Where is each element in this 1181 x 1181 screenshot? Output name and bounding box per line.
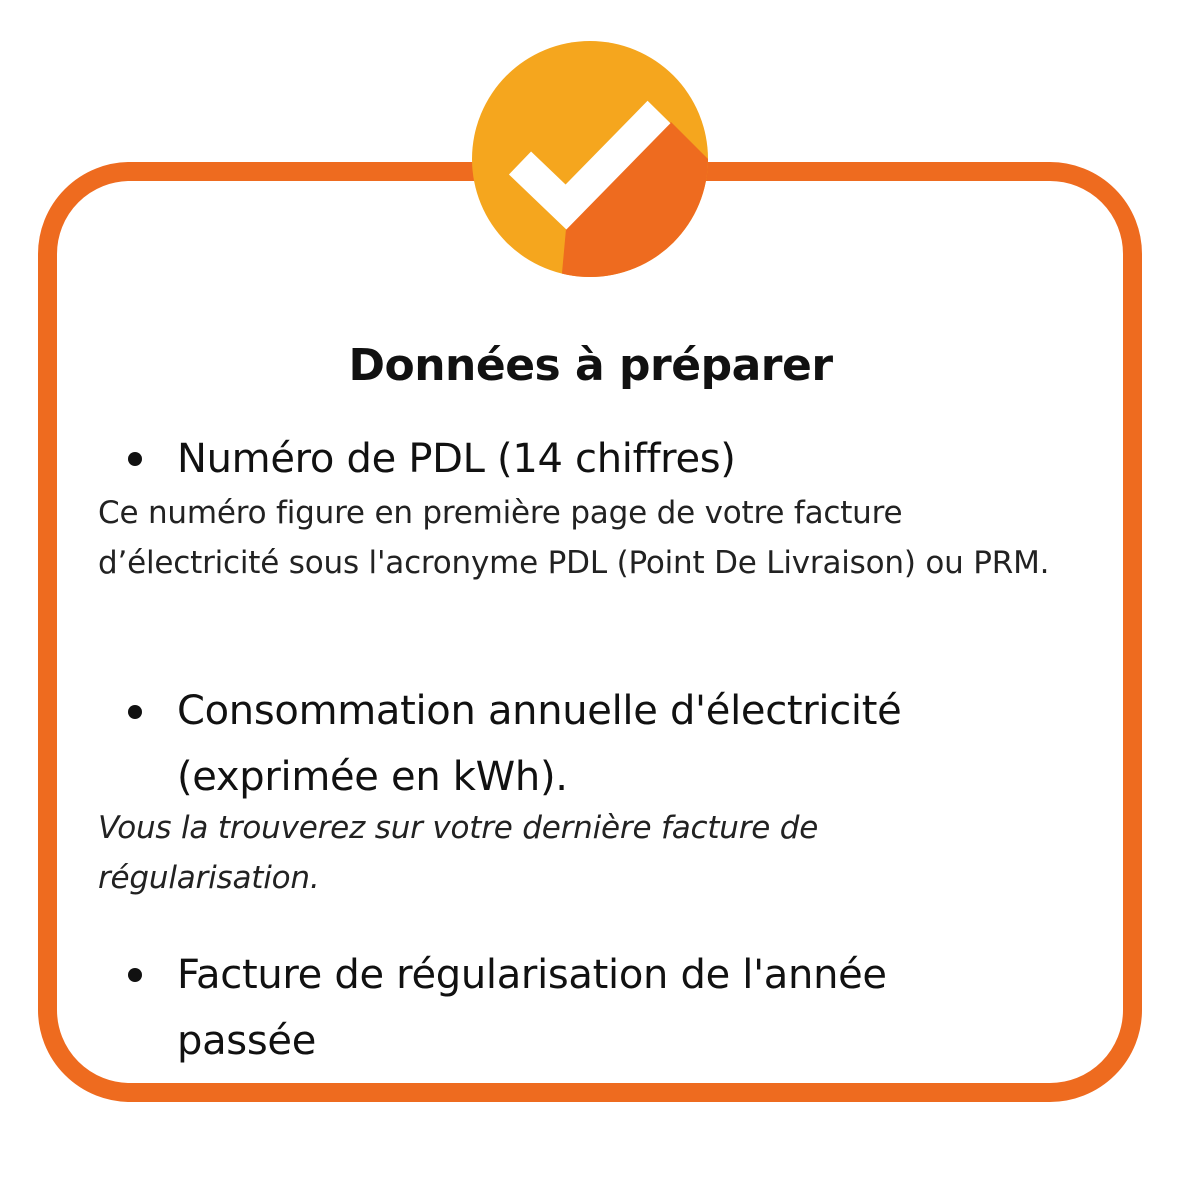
bullet-point (128, 968, 142, 982)
bullet-point (128, 452, 142, 466)
item-heading-line: passée (177, 1018, 317, 1064)
item-heading (177, 678, 1077, 810)
item-heading (177, 426, 1077, 492)
item-description: Vous la trouverez sur votre dernière facture de régularisation. (98, 810, 819, 896)
checkmark-badge (471, 40, 709, 278)
item-description: Ce numéro figure en première page de votre facture d’électricité sous l'acronyme PDL (Point De Livraison) ou PRM. (98, 495, 1050, 581)
checkmark-icon (471, 40, 709, 278)
item-heading-rest: de l'année (668, 952, 887, 998)
item-heading-text: Numéro de PDL (14 chiffres) (177, 436, 736, 482)
bullet-point (128, 705, 142, 719)
item-heading-line: (exprimée en kWh). (177, 754, 568, 800)
item-heading-main: Facture de régularisation (177, 952, 669, 998)
page-title: Données à préparer (348, 340, 833, 391)
item-heading-line: Consommation annuelle d'électricité (177, 688, 902, 734)
item-heading (177, 942, 1077, 1074)
